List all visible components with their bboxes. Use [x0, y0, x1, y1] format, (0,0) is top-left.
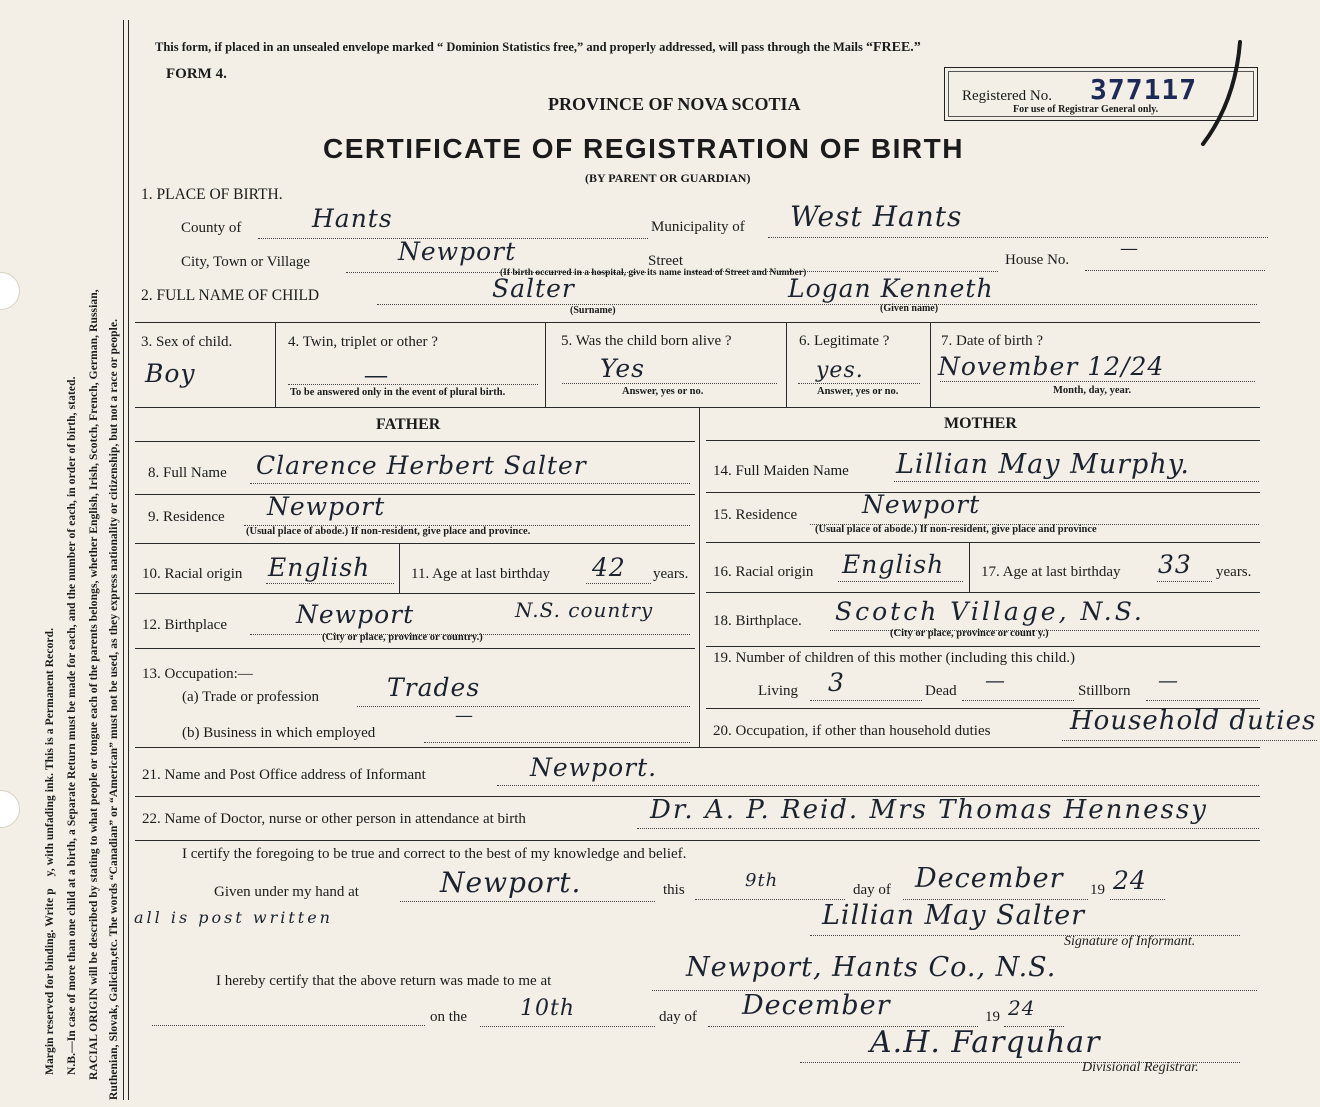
municipality-label: Municipality of: [651, 219, 745, 235]
doctor-line: [637, 828, 1259, 829]
this-label: this: [663, 882, 685, 898]
dead-line: [962, 700, 1074, 701]
house-no-value: —: [1120, 238, 1139, 259]
twin-value: —: [365, 362, 387, 387]
stillborn-label: Stillborn: [1078, 683, 1131, 699]
given-under-line: [400, 901, 655, 902]
county-label: County of: [181, 220, 242, 236]
mother-racial-value: English: [842, 550, 945, 579]
father-age-line: [586, 583, 651, 584]
twin-line: [288, 384, 538, 385]
trade-label: (a) Trade or profession: [182, 689, 320, 705]
father-name-value: Clarence Herbert Salter: [256, 451, 587, 480]
father-heading: FATHER: [376, 416, 441, 433]
mother-age-years: years.: [1216, 564, 1252, 580]
year2-value: 24: [1008, 996, 1036, 1020]
dead-value: —: [985, 668, 1006, 692]
born-alive-value: Yes: [600, 354, 645, 383]
municipality-value: West Hants: [790, 200, 963, 233]
doctor-value: Dr. A. P. Reid. Mrs Thomas Hennessy: [650, 795, 1208, 825]
mother-row15-rule: [706, 542, 1260, 543]
divisional-registrar-caption: Divisional Registrar.: [1082, 1060, 1199, 1075]
legitimate-value: yes.: [816, 358, 864, 383]
mother-residence-label: 15. Residence: [713, 507, 798, 523]
informant-label: 21. Name and Post Office address of Informant: [142, 767, 426, 783]
living-value: 3: [828, 668, 845, 697]
father-row8-rule: [135, 494, 695, 495]
father-age-years: years.: [653, 566, 689, 582]
date-of-birth-note: Month, day, year.: [1053, 385, 1132, 396]
on-the-line: [480, 1026, 655, 1027]
given-at-value: Newport.: [440, 866, 582, 899]
hereby-line-2: [152, 1025, 425, 1026]
registered-label: Registered No.: [962, 88, 1052, 104]
father-racial-divider: [399, 543, 400, 593]
mother-residence-value: Newport: [862, 490, 981, 519]
margin-note-multiple-births: N.B.—In case of more than one child at a birth, a Separate Return must be made for each, and the number of each, in order of birth, stated.: [66, 376, 78, 1075]
house-no-line: [1085, 270, 1265, 271]
child-name-line: [377, 304, 1257, 305]
margin-rule-1: [123, 20, 124, 1100]
mother-age-line: [1157, 581, 1212, 582]
sex-value: Boy: [145, 359, 196, 388]
business-value: —: [455, 705, 474, 726]
father-heading-rule: [135, 441, 695, 442]
municipality-line: [768, 237, 1268, 238]
legitimate-line: [798, 383, 920, 384]
surname-caption: (Surname): [570, 305, 616, 316]
father-racial-value: English: [268, 553, 371, 582]
margin-note-binding: Margin reserved for binding. Write p y, with unfading ink. This is a Permanent Record.: [44, 627, 56, 1075]
father-residence-label: 9. Residence: [148, 509, 225, 525]
living-line: [810, 700, 922, 701]
stillborn-value: —: [1158, 668, 1179, 692]
mother-row16-rule: [706, 592, 1260, 593]
registrar-signature: A.H. Farquhar: [870, 1025, 1101, 1060]
informant-signature: Lillian May Salter: [822, 900, 1086, 931]
mother-name-label: 14. Full Maiden Name: [713, 463, 849, 479]
mother-row18-rule: [706, 646, 1260, 647]
hereby-label: I hereby certify that the above return was made to me at: [216, 973, 552, 989]
father-birthplace-value: Newport: [296, 600, 415, 629]
mail-notice-text: This form, if placed in an unsealed envelope marked “ Dominion Statistics free,” and properly addressed, will pass through the Mails: [155, 40, 863, 54]
on-the-label: on the: [430, 1009, 468, 1025]
father-birthplace-label: 12. Birthplace: [142, 617, 227, 633]
margin-note-value: all is post written: [134, 908, 333, 927]
date-of-birth-value: November 12/24: [938, 352, 1165, 381]
street-label: Street: [648, 253, 683, 269]
father-residence-value: Newport: [267, 492, 386, 521]
dead-label: Dead: [925, 683, 957, 699]
year-prefix: 19: [1090, 882, 1105, 898]
year-prefix-2: 19: [985, 1009, 1000, 1025]
father-city-note: (City or place, province or country.): [322, 632, 483, 643]
on-day-value: 10th: [520, 996, 576, 1021]
given-name-caption: (Given name): [880, 303, 939, 314]
born-alive-note: Answer, yes or no.: [622, 386, 704, 397]
county-value: Hants: [312, 204, 393, 233]
doctor-label: 22. Name of Doctor, nurse or other person in attendance at birth: [142, 811, 526, 827]
father-age-value: 42: [592, 553, 626, 582]
twin-note: To be answered only in the event of plural birth.: [290, 387, 506, 398]
twin-label: 4. Twin, triplet or other ?: [288, 334, 438, 350]
mother-racial-divider: [969, 542, 970, 592]
mother-racial-line: [838, 581, 963, 582]
parents-divider: [699, 407, 700, 747]
mother-abode-note: (Usual place of abode.) If non-resident, give place and province: [815, 524, 1097, 535]
margin-rule-2: [128, 20, 129, 1100]
living-label: Living: [758, 683, 798, 699]
date-of-birth-label: 7. Date of birth ?: [941, 333, 1044, 349]
rule-row3-v3: [786, 322, 787, 407]
mail-notice: [155, 40, 921, 56]
trade-value: Trades: [387, 673, 481, 702]
business-label: (b) Business in which employed: [182, 725, 376, 741]
margin-note-racial-origin-2: Ruthenian, Slovak, Galician,etc. The words “Canadian” or “American” must not be used, as they express nationality or citizenship, but not a race or people.: [108, 318, 120, 1100]
rule-doctor: [135, 840, 1260, 841]
father-racial-label: 10. Racial origin: [142, 566, 243, 582]
born-alive-label: 5. Was the child born alive ?: [561, 333, 732, 349]
document-title: CERTIFICATE OF REGISTRATION OF BIRTH: [323, 133, 964, 164]
legitimate-label: 6. Legitimate ?: [799, 333, 890, 349]
mother-birthplace-value: Scotch Village, N.S.: [835, 597, 1145, 626]
mother-age-value: 33: [1158, 550, 1192, 579]
hospital-note: (If birth occurred in a hospital, give its name instead of Street and Number): [500, 268, 807, 278]
child-name-label: 2. FULL NAME OF CHILD: [141, 287, 320, 304]
registered-pen-stroke: [1195, 40, 1255, 150]
month2-value: December: [742, 990, 891, 1021]
city-value: Newport: [398, 237, 517, 266]
document-subtitle: (BY PARENT OR GUARDIAN): [585, 171, 751, 185]
mother-heading: MOTHER: [944, 415, 1017, 432]
children-label: 19. Number of children of this mother (including this child.): [713, 650, 1076, 666]
day-of-label-2: day of: [659, 1009, 697, 1025]
father-name-line: [250, 483, 690, 484]
year-value: 24: [1113, 866, 1147, 895]
stillborn-line: [1146, 700, 1258, 701]
father-row10-rule: [135, 593, 695, 594]
father-row12-rule: [135, 648, 695, 649]
surname-value: Salter: [492, 274, 575, 303]
year-line: [1110, 899, 1165, 900]
rule-row3-bottom: [135, 407, 1260, 408]
mother-occupation-value: Household duties: [1070, 706, 1317, 736]
rule-row3-top: [135, 322, 1260, 323]
mother-birthplace-label: 18. Birthplace.: [713, 613, 802, 629]
mother-heading-rule: [706, 440, 1260, 441]
place-of-birth-heading: 1. PLACE OF BIRTH.: [141, 186, 283, 203]
mother-city-note: (City or place, province or count y.): [890, 628, 1049, 639]
rule-row3-v2: [545, 322, 546, 407]
trade-line: [357, 706, 690, 707]
business-line: [424, 742, 690, 743]
mother-name-line: [894, 481, 1259, 482]
father-row9-rule: [135, 543, 695, 544]
mother-occupation-line: [1062, 740, 1317, 741]
legitimate-note: Answer, yes or no.: [817, 386, 899, 397]
rule-parents-bottom: [135, 747, 1260, 748]
informant-line: [497, 785, 1259, 786]
mother-row14-rule: [706, 492, 1260, 493]
registered-number: 377117: [1090, 73, 1198, 106]
mother-age-label: 17. Age at last birthday: [981, 564, 1121, 580]
province-title: PROVINCE OF NOVA SCOTIA: [548, 94, 801, 114]
binding-hole-bottom: [0, 790, 20, 828]
city-label: City, Town or Village: [181, 254, 311, 270]
sex-label: 3. Sex of child.: [141, 334, 233, 350]
registrar-note: For use of Registrar General only.: [1013, 104, 1159, 115]
born-alive-line: [562, 383, 777, 384]
signature-informant-caption: Signature of Informant.: [1064, 934, 1196, 949]
month-value: December: [915, 863, 1064, 894]
father-birthplace-country: N.S. country: [515, 598, 654, 622]
free-label: “FREE.”: [865, 40, 921, 55]
margin-note-racial-origin-1: RACIAL ORIGIN will be described by stating to what people or tongue each of the parents belongs, whether English, Irish, Scotch, French, German, Russian,: [88, 289, 100, 1080]
day-of-label: day of: [853, 882, 891, 898]
made-at-value: Newport, Hants Co., N.S.: [686, 952, 1057, 983]
form-number: FORM 4.: [166, 66, 227, 82]
mother-occupation-label: 20. Occupation, if other than household duties: [713, 723, 991, 739]
mother-name-value: Lillian May Murphy.: [896, 449, 1190, 480]
given-name-value: Logan Kenneth: [788, 274, 994, 303]
binding-hole-top: [0, 272, 20, 310]
father-abode-note: (Usual place of abode.) If non-resident, give place and province.: [246, 526, 531, 537]
rule-row3-v4: [930, 322, 931, 407]
date-of-birth-line: [940, 381, 1255, 382]
father-age-label: 11. Age at last birthday: [411, 566, 550, 582]
certify-statement: I certify the foregoing to be true and correct to the best of my knowledge and belief.: [182, 846, 687, 862]
father-racial-line: [266, 583, 394, 584]
mother-racial-label: 16. Racial origin: [713, 564, 814, 580]
rule-row3-v1: [275, 322, 276, 407]
given-under-label: Given under my hand at: [214, 884, 359, 900]
this-day-value: 9th: [745, 870, 779, 891]
informant-value: Newport.: [530, 753, 658, 782]
house-no-label: House No.: [1005, 252, 1070, 268]
father-name-label: 8. Full Name: [148, 465, 227, 481]
occupation-label: 13. Occupation:—: [142, 666, 253, 682]
